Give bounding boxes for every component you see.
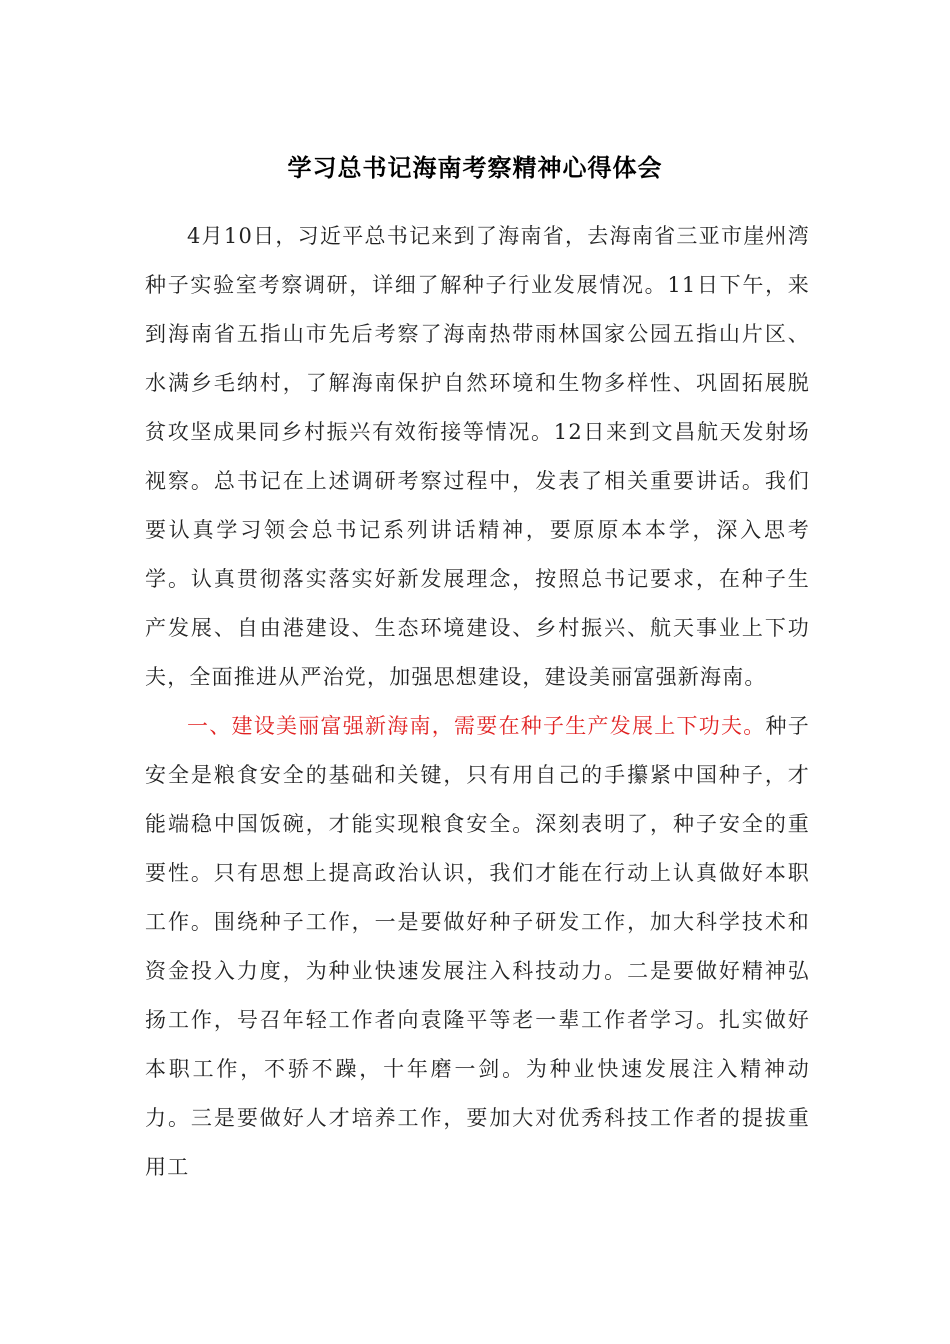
document-title: 学习总书记海南考察精神心得体会 [287,153,663,182]
document-body [145,212,810,1192]
section-1-paragraph [145,702,810,1192]
section-1-body: 种子安全是粮食安全的基础和关键，只有用自己的手攥紧中国种子，才能端稳中国饭碗，才能实现粮食安全。深刻表明了，种子安全的重要性。只有思想上提高政治认识，我们才能在行动上认真做好本职工作。围绕种子工作，一是要做好种子研发工作，加大科学技术和资金投入力度，为种业快速发展注入科技动力。二是要做好精神弘扬工作，号召年轻工作者向袁隆平等老一辈工作者学习。扎实做好本职工作，不骄不躁，十年磨一剑。为种业快速发展注入精神动力。三是要做好人才培养工作，要加大对优秀科技工作者的提拔重用工 [145,714,810,1179]
intro-paragraph: 4月10日，习近平总书记来到了海南省，去海南省三亚市崖州湾种子实验室考察调研，详细了解种子行业发展情况。11日下午，来到海南省五指山市先后考察了海南热带雨林国家公园五指山片区、水满乡毛纳村，了解海南保护自然环境和生物多样性、巩固拓展脱贫攻坚成果同乡村振兴有效衔接等情况。12日来到文昌航天发射场视察。总书记在上述调研考察过程中，发表了相关重要讲话。我们要认真学习领会总书记系列讲话精神，要原原本本学，深入思考学。认真贯彻落实落实好新发展理念，按照总书记要求，在种子生产发展、自由港建设、生态环境建设、乡村振兴、航天事业上下功夫，全面推进从严治党，加强思想建设，建设美丽富强新海南。 [145,224,810,689]
section-1-heading: 一、建设美丽富强新海南，需要在种子生产发展上下功夫。 [187,714,766,738]
